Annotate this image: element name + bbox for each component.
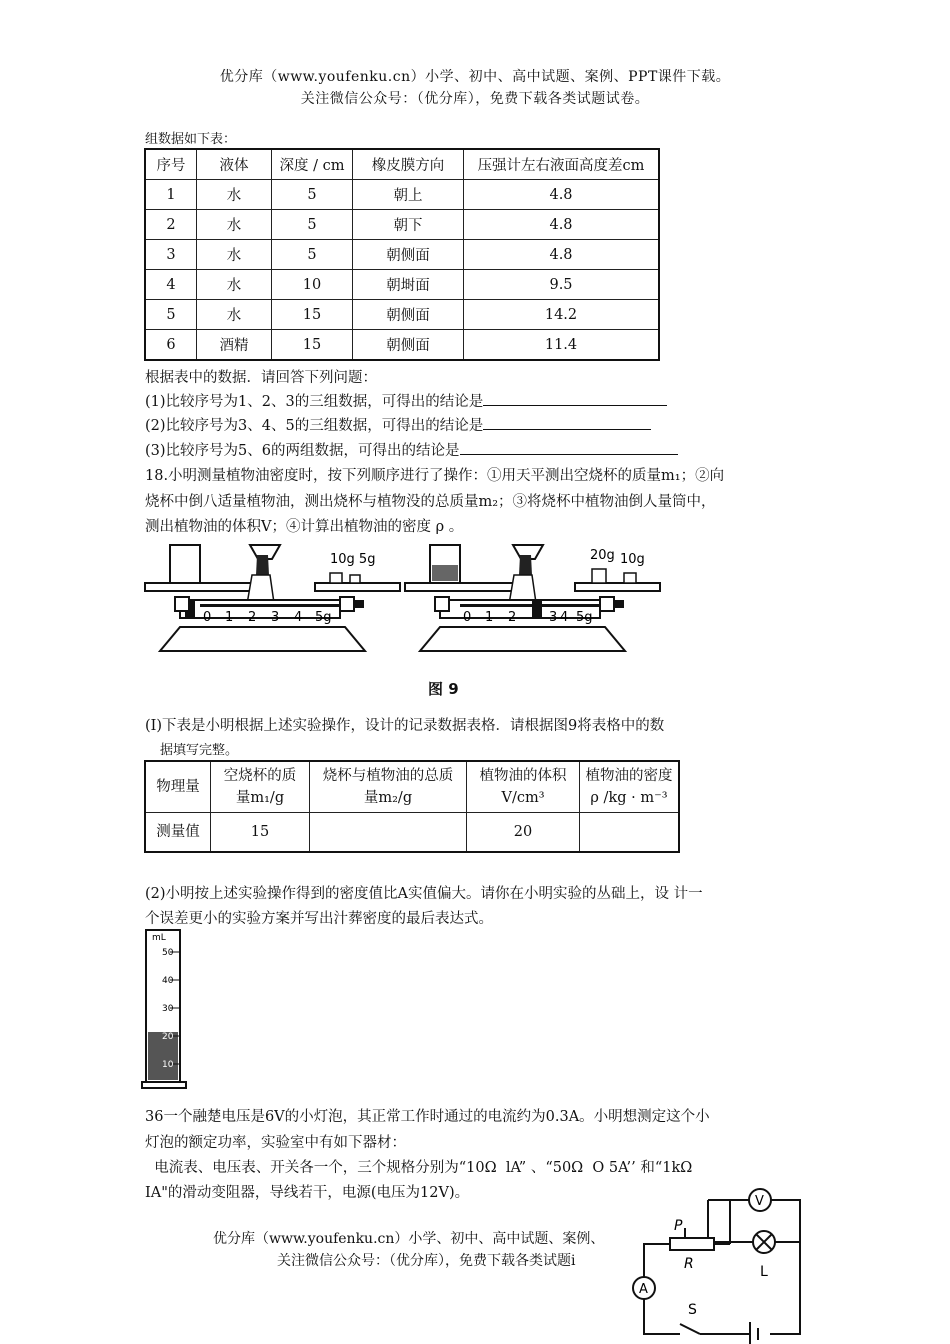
table-cell: 4 <box>145 270 197 300</box>
q18-sub2-line-2: 个误差更小的实验方案并写出汁葬密度的最后表达式。 <box>145 911 493 927</box>
table-cell: 5 <box>272 180 353 210</box>
rheostat-label: R <box>684 1256 694 1272</box>
table-cell: 11.4 <box>464 330 660 361</box>
q18-sub1-line-2: 据填写完整。 <box>160 743 239 758</box>
scale-label: 0 <box>203 610 212 625</box>
table-row <box>145 240 659 270</box>
empty-beaker-icon <box>170 545 200 583</box>
voltmeter-label: V <box>755 1194 764 1209</box>
header-text: 植物油的密度 <box>585 768 673 784</box>
table-cell: 5 <box>272 210 353 240</box>
table-cell: 3 <box>145 240 197 270</box>
header-text: 量m₂/g <box>363 790 413 806</box>
answer-blank[interactable] <box>483 391 667 406</box>
table-cell: 水 <box>197 300 272 330</box>
circuit-diagram <box>630 1184 810 1344</box>
table-cell: 6 <box>145 330 197 361</box>
q17-part-3-text: (3)比较序号为5、6的两组数据，可得出的结论是 <box>145 443 460 459</box>
table-header-row <box>145 761 679 813</box>
q17-part-1-text: (1)比较序号为1、2、3的三组数据，可得出的结论是 <box>145 394 484 410</box>
scale-label: 5g <box>315 610 332 625</box>
table-cell: 20 <box>467 813 580 853</box>
density-record-table <box>144 760 680 853</box>
header-text: 植物油的体积 <box>479 768 567 784</box>
table-header-cell <box>211 761 310 813</box>
cylinder-tick: 10 <box>162 1060 174 1070</box>
q18-line-1: 18.小明测量植物油密度时，按下列顺序进行了操作：①用天平测出空烧杯的质量m₁；②向 <box>145 468 725 484</box>
q17-part-2-text: (2)比较序号为3、4、5的三组数据，可得出的结论是 <box>145 418 484 434</box>
switch-label: S <box>688 1302 697 1318</box>
table-cell: 朝上 <box>353 180 464 210</box>
page-footer-line-1: 优分库（www.youfenku.cn）小学、初中、高中试题、案例、 <box>213 1231 605 1247</box>
left-weights-label: 10g 5g <box>330 552 376 567</box>
scale-label: 2 <box>508 610 517 625</box>
table-cell: 朝侧面 <box>353 300 464 330</box>
scale-label: 4 <box>294 610 303 625</box>
table-cell: 朝埘面 <box>353 270 464 300</box>
table-cell: 4.8 <box>464 180 660 210</box>
table-cell: 水 <box>197 240 272 270</box>
header-text: ρ /kg · m⁻³ <box>590 790 668 806</box>
q36-line-2: 灯泡的额定功率，实验室中有如下器材： <box>145 1135 406 1151</box>
table-row <box>145 300 659 330</box>
table-cell: 测量值 <box>145 813 211 853</box>
scale-label: 3 <box>271 610 280 625</box>
table-header-cell <box>467 761 580 813</box>
table-cell: 2 <box>145 210 197 240</box>
figure-caption: 图 9 <box>428 680 459 698</box>
ammeter-label: A <box>639 1282 648 1297</box>
scale-label: 1 <box>485 610 494 625</box>
scale-label: 1 <box>225 610 234 625</box>
table-header-cell <box>310 761 467 813</box>
q18-sub2-line-1: (2)小明按上述实验操作得到的密度值比A实值偏大。请你在小明实验的丛础上，设 计一 <box>145 886 703 902</box>
scale-label: 3 <box>549 610 558 625</box>
scale-label: 2 <box>248 610 257 625</box>
q17-lead: 根据表中的数据．请回答下列问题： <box>145 370 377 386</box>
table-cell: 水 <box>197 270 272 300</box>
intro-text: 组数据如下表： <box>145 132 237 147</box>
cylinder-tick: 40 <box>162 976 174 986</box>
header-text: 空烧杯的质 <box>223 768 297 784</box>
table-cell: 酒精 <box>197 330 272 361</box>
table-cell: 10 <box>272 270 353 300</box>
q18-sub1-line-1: (I)下表是小明根据上述实验操作，设计的记录数据表格．请根据图9将表格中的数 <box>145 718 665 734</box>
table-header-cell <box>580 761 680 813</box>
q17-part-3 <box>145 439 678 460</box>
table-cell: 15 <box>272 330 353 361</box>
cylinder-tick: 30 <box>162 1004 174 1014</box>
answer-blank[interactable] <box>483 415 651 430</box>
table-header-cell: 液体 <box>197 149 272 180</box>
table-row <box>145 813 679 853</box>
scale-label: 0 <box>463 610 472 625</box>
table-cell: 水 <box>197 180 272 210</box>
q36-line-4: IA"的滑动变阻器，导线若干，电源(电压为12V)。 <box>145 1185 470 1201</box>
table-header-cell: 压强计左右液面高度差cm <box>464 149 660 180</box>
page-header-line-1: 优分库（www.youfenku.cn）小学、初中、高中试题、案例、PPT课件下载。 <box>219 69 731 85</box>
table-row <box>145 270 659 300</box>
table-cell: 9.5 <box>464 270 660 300</box>
table-header-cell: 序号 <box>145 149 197 180</box>
table-cell: 5 <box>145 300 197 330</box>
table-cell: 5 <box>272 240 353 270</box>
table-cell: 朝下 <box>353 210 464 240</box>
q17-part-1 <box>145 390 667 411</box>
table-header-row <box>145 149 659 180</box>
table-cell: 4.8 <box>464 210 660 240</box>
pressure-data-table <box>144 148 660 361</box>
answer-cell[interactable] <box>580 813 680 853</box>
slider-label: P <box>674 1218 683 1234</box>
right-weight-b-label: 10g <box>620 552 645 567</box>
q18-line-3: 测出植物油的体积V；④计算出植物油的密度 ρ 。 <box>145 519 464 535</box>
table-cell: 朝侧面 <box>353 240 464 270</box>
page-footer-line-2: 关注微信公众号：（优分库），免费下载各类试题i <box>277 1253 576 1269</box>
table-cell: 14.2 <box>464 300 660 330</box>
table-header-cell: 物理量 <box>145 761 211 813</box>
table-header-cell: 深度 / cm <box>272 149 353 180</box>
cylinder-tick: 20 <box>162 1032 174 1042</box>
answer-cell[interactable] <box>310 813 467 853</box>
scale-label: 4 <box>560 610 569 625</box>
balance-figure <box>140 535 670 665</box>
lamp-label: L <box>760 1264 768 1280</box>
header-text: 量m₁/g <box>235 790 285 806</box>
q36-line-1: 36一个融楚电压是6V的小灯泡，其正常工作时通过的电流约为0.3A。小明想测定这个小 <box>145 1109 710 1125</box>
table-cell: 水 <box>197 210 272 240</box>
header-text: V/cm³ <box>501 790 545 806</box>
right-weight-a-label: 20g <box>590 548 615 563</box>
table-cell: 1 <box>145 180 197 210</box>
measuring-cylinder-icon <box>140 926 190 1090</box>
table-header-cell: 橡皮膜方向 <box>353 149 464 180</box>
q36-line-3: 电流表、电压表、开关各一个，三个规格分别为“10Ω lA” 、“50Ω O 5A’’ 和“1kΩ <box>145 1160 693 1176</box>
table-cell: 15 <box>272 300 353 330</box>
scale-label: 5g <box>576 610 593 625</box>
header-text: 烧杯与植物油的总质 <box>322 768 454 784</box>
q17-part-2 <box>145 414 651 435</box>
table-row <box>145 330 659 361</box>
table-row <box>145 210 659 240</box>
answer-blank[interactable] <box>460 440 678 455</box>
table-cell: 15 <box>211 813 310 853</box>
page-header-line-2: 关注微信公众号：（优分库），免费下载各类试题试卷。 <box>300 91 650 107</box>
cylinder-tick: 50 <box>162 948 174 958</box>
table-cell: 4.8 <box>464 240 660 270</box>
cylinder-unit: mL <box>152 933 166 943</box>
q18-line-2: 烧杯中倒八适量植物油，测出烧杯与植物没的总质量m₂；③将烧杯中植物油倒人量筒中， <box>145 494 716 510</box>
table-row <box>145 180 659 210</box>
table-cell: 朝侧面 <box>353 330 464 361</box>
